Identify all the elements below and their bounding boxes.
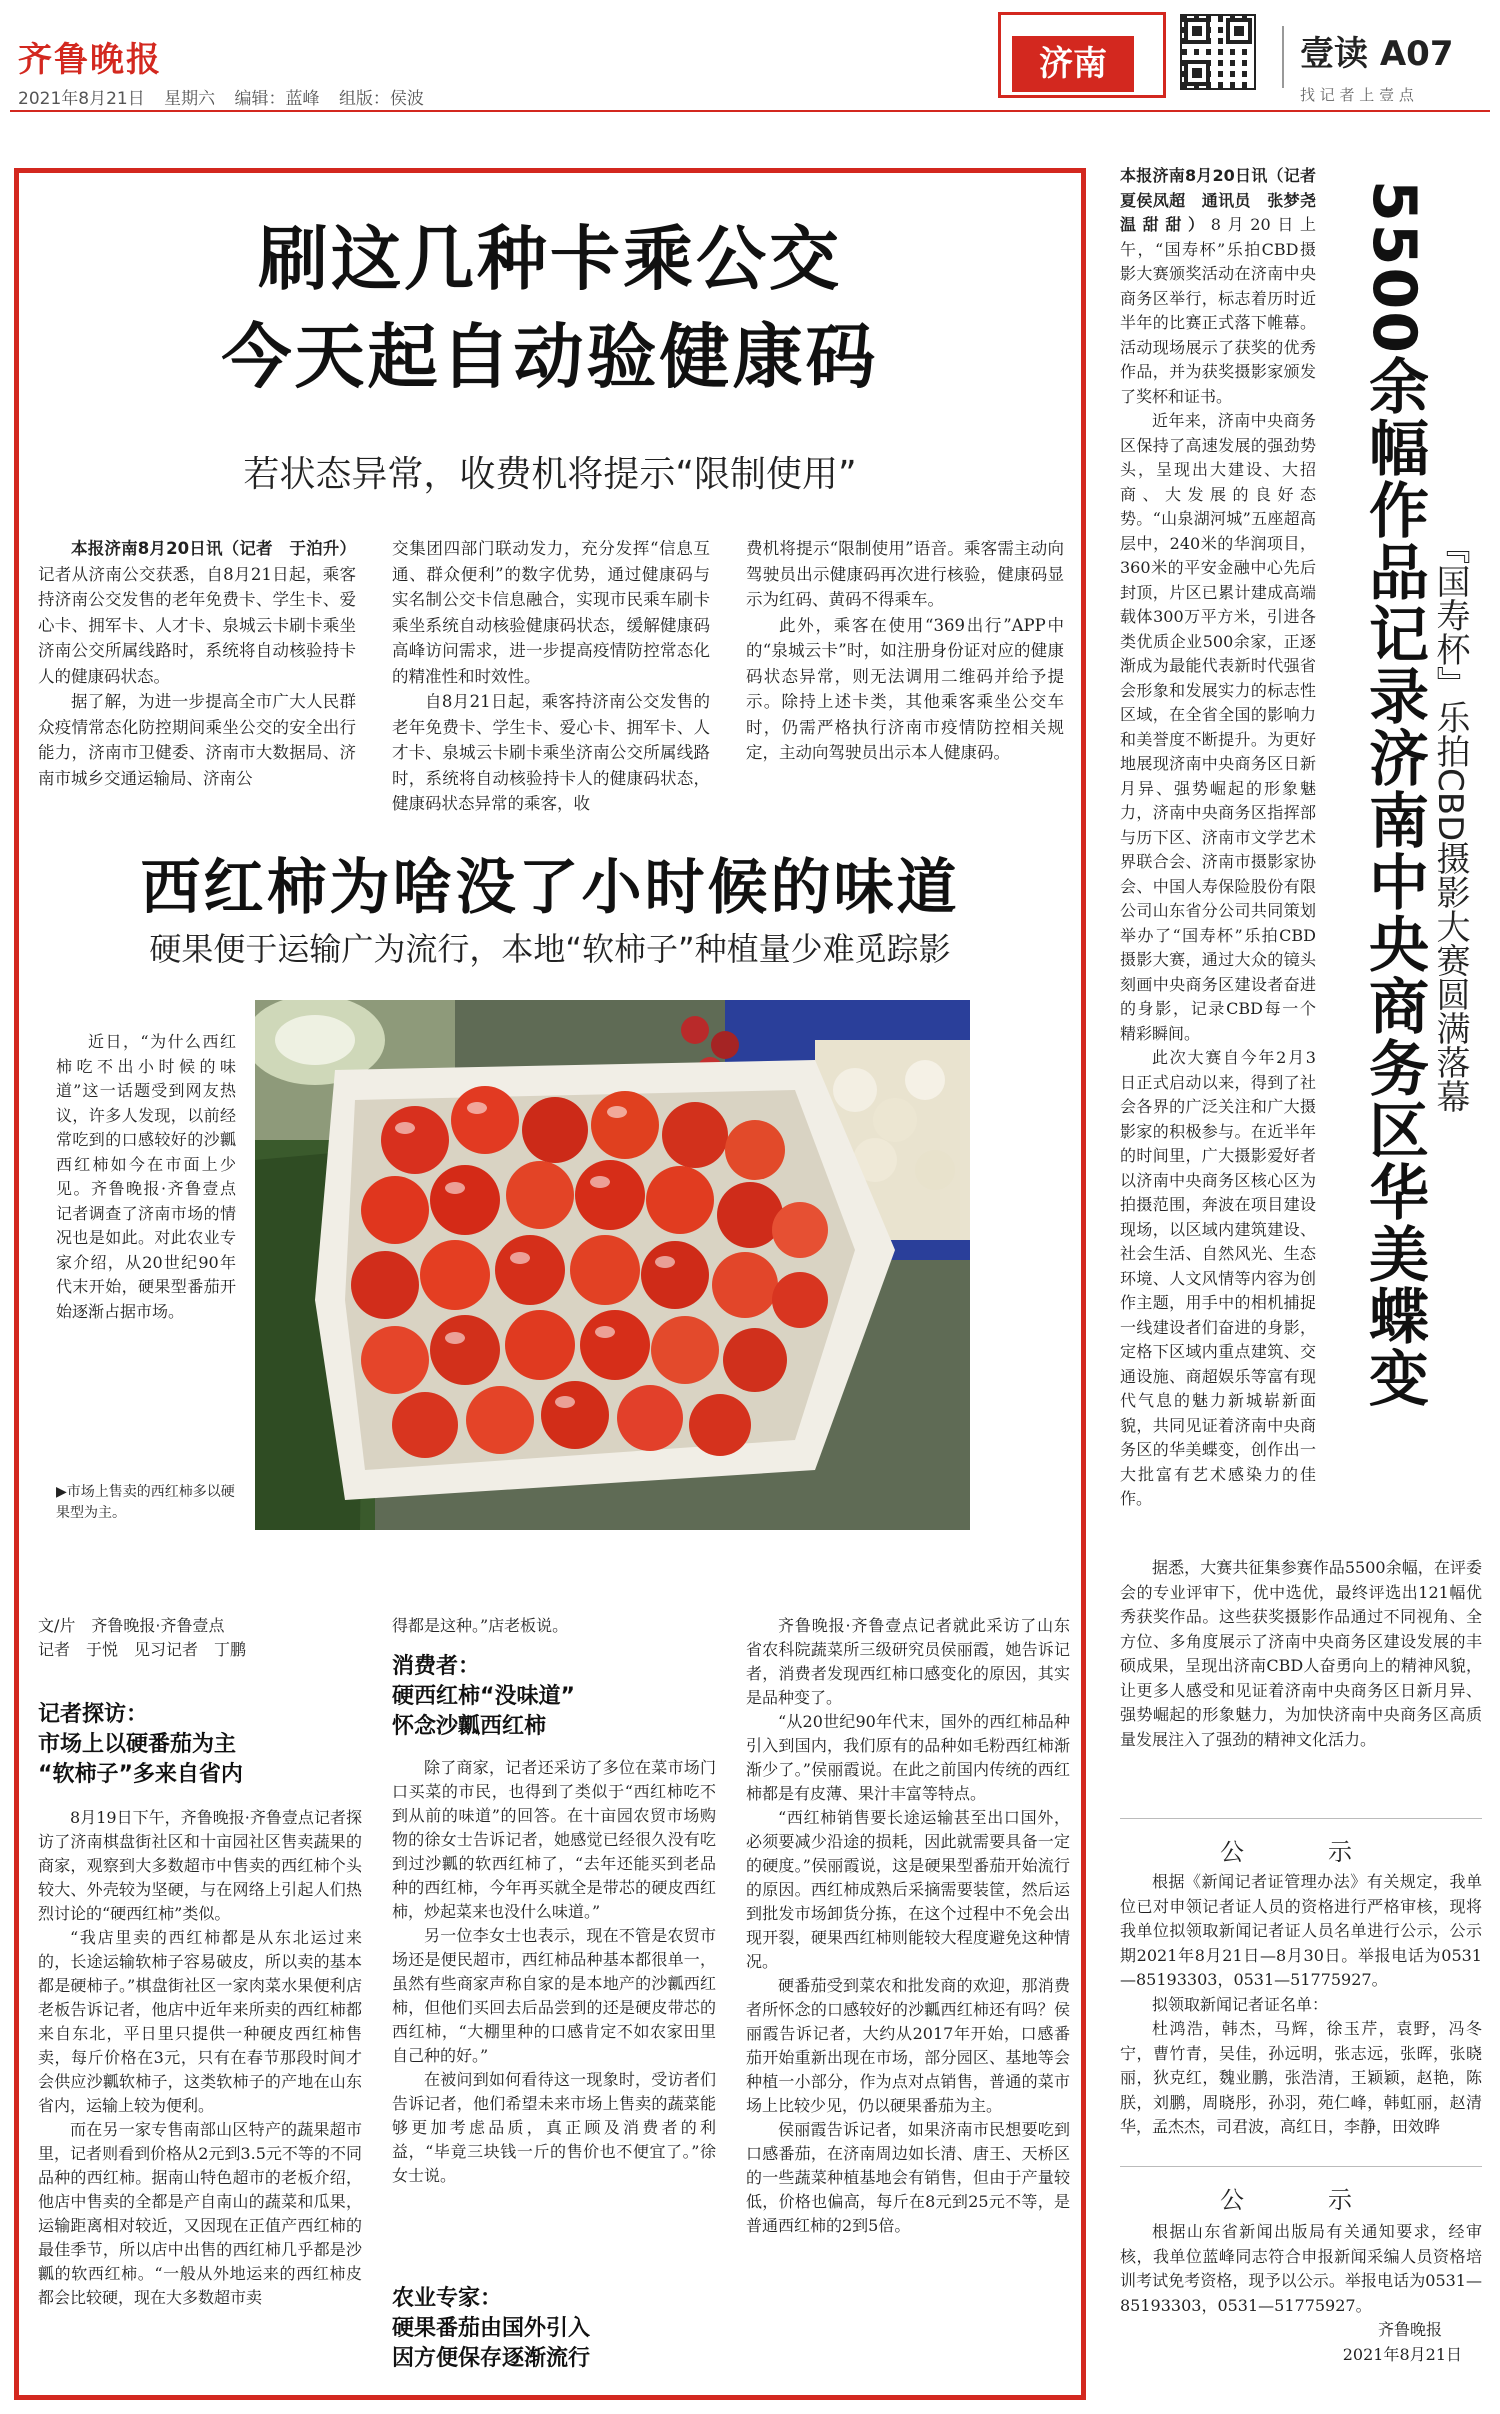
story3-column-narrow: 本报济南8月20日讯（记者 夏侯凤超 通讯员 张梦尧 温甜甜）8月20日上午，“国寿杯”乐拍CBD摄影大赛颁奖活动在济南中央商务区举行，标志着历时近半年的比赛正式落下帷幕。活动现场展示了获奖的优秀作品，并为获奖摄影家颁发了奖杯和证书。 近年来，济南中央商务区保持了高速发展的强劲势头，呈现出大建设、大招商、大发展的良好态势。“山泉湖河城”五座超高层中，240米的华润项目，360米的平安金融中心先后封顶，片区已累计建成高端载体300万平方米，引进各类优质企业500余家，正逐渐成为最能代表新时代强省会形象和发展实力的标志性区域，在全省全国的影响力和美誉度不断提升。为更好地展现济南中央商务区日新月异、强势崛起的形象魅力，济南中央商务区指挥部与历下区、济南市文学艺术界联合会、济南市摄影家协会、中国人寿保险股份有限公司山东省分公司共同策划举办了“国寿杯”乐拍CBD摄影大赛，通过大众的镜头刻画中央商务区建设者奋进的身影，记录CBD每一个精彩瞬间。 此次大赛自今年2月3日正式启动以来，得到了社会各界的广泛关注和广大摄影家的积极参与。在近半年的时间里，广大摄影爱好者以济南中央商务区核心区为拍摄范围，奔波在项目建设现场，以区域内建筑建设、社会生活、自然风光、生态环境、人文风情等内容为创作主题，用手中的相机捕捉一线建设者们奋进的身影，定格下区域内重点建筑、交通设施、商超娱乐等富有现代气息的魅力新城崭新面貌，共同见证着济南中央商务区的华美蝶变，创作出一大批富有艺术感染力的佳作。 bbox=[1120, 166, 1333, 1508]
divider bbox=[1282, 26, 1284, 88]
divider bbox=[1120, 1818, 1482, 1819]
qr-code-icon bbox=[1180, 14, 1256, 90]
story2-section1-heading: 记者探访： 市场上以硬番茄为主 “软柿子”多来自省内 bbox=[38, 1702, 243, 1787]
tomato-photo-illustration bbox=[255, 1000, 970, 1530]
notice1-title: 公 示 bbox=[1220, 1838, 1382, 1866]
story1-headline: 刷这几种卡乘公交 今天起自动验健康码 bbox=[221, 218, 879, 398]
story2-column-b: 得都是这种。”店老板说。 bbox=[392, 1616, 569, 1635]
divider bbox=[1120, 2166, 1482, 2167]
layout-editor: 组版：侯波 bbox=[338, 89, 424, 109]
story2-headline: 西红柿为啥没了小时候的味道 bbox=[140, 853, 960, 923]
newspaper-logo: 齐鲁晚报 bbox=[18, 40, 162, 80]
page-subtitle: 找 记 者 上 壹 点 bbox=[1300, 86, 1414, 104]
notice1-body: 根据《新闻记者证管理办法》有关规定，我单位已对申领记者证人员的资格进行严格审核，现将我单位拟领取新闻记者证人员名单进行公示，公示期2021年8月21日—8月30日。举报电话为0531—85193303，0531—51775927。 拟领取新闻记者证名单： 杜鸿浩，韩杰，马辉，徐玉芹，袁野，冯冬宁，曹竹青，吴佳，孙远明，张志远，张晖，张晓丽，狄克红，魏业鹏，张浩清，王颖颖，赵艳，陈朕，刘鹏，周晓彤，孙羽，苑仁峰，韩虹丽，赵清华，孟杰杰，司君波，高红日，李静，田效晔 bbox=[1120, 1872, 1482, 2136]
story2-column-b-body: 除了商家，记者还采访了多位在菜市场门口买菜的市民，也得到了类似于“西红柿吃不到从前的味道”的回答。在十亩园农贸市场购物的徐女士告诉记者，她感觉已经很久没有吃到过沙瓤的软西红柿了，“去年还能买到老品种的西红柿，今年再买就全是带芯的硬皮西红柿，炒起菜来也没什么味道。” 另一位李女士也表示，现在不管是农贸市场还是便民超市，西红柿品种基本都很单一，虽然有些商家声称自家的是本地产的沙瓤西红柿，但他们买回去后品尝到的还是硬皮带芯的西红柿，“大棚里种的口感肯定不如农家田里自己种的好。” 在被问到如何看待这一现象时，受访者们告诉记者，他们希望未来市场上售卖的蔬菜能够更加考虑品质，真正顾及消费者的利益，“毕竟三块钱一斤的售价也不便宜了。”徐女士说。 bbox=[392, 1758, 716, 2185]
story2-section3-heading: 农业专家： 硬果番茄由国外引入 因方便保存逐渐流行 bbox=[392, 2286, 591, 2371]
issue-date: 2021年8月21日 bbox=[18, 89, 145, 109]
story2-section2-heading: 消费者： 硬西红柿“没味道” 怀念沙瓤西红柿 bbox=[392, 1654, 575, 1739]
notice2-body: 根据山东省新闻出版局有关通知要求，经审核，我单位蓝峰同志符合申报新闻采编人员资格培训考试免考资格，现予以公示。举报电话为0531—85193303，0531—51775927。 齐鲁晚报 2021年8月21日 bbox=[1120, 2222, 1482, 2364]
photo-caption: ▶市场上售卖的西红柿多以硬果型为主。 bbox=[56, 1484, 235, 1521]
story2-subtitle: 硬果便于运输广为流行，本地“软柿子”种植量少难觅踪影 bbox=[149, 930, 951, 968]
tomato-photo bbox=[255, 1000, 970, 1530]
story2-intro: 近日，“为什么西红柿吃不出小时候的味道”这一话题受到网友热议，许多人发现，以前经常吃到的口感较好的沙瓤西红柿如今在市面上少见。齐鲁晚报·齐鲁壹点记者调查了济南市场的情况也是如此。对此农业专家介绍，从20世纪90年代末开始，硬果型番茄开始逐渐占据市场。 bbox=[56, 1032, 236, 1321]
editor: 编辑：蓝峰 bbox=[234, 89, 320, 109]
top-rule bbox=[10, 110, 1490, 112]
page-label: 壹读 A07 bbox=[1300, 34, 1454, 74]
notice2-title: 公 示 bbox=[1220, 2186, 1382, 2214]
story1-subtitle: 若状态异常，收费机将提示“限制使用” bbox=[243, 454, 857, 495]
story3-column-wide: 据悉，大赛共征集参赛作品5500余幅，在评委会的专业评审下，优中选优，最终评选出121幅优秀获奖作品。这些获奖摄影作品通过不同视角、全方位、多角度展示了济南中央商务区建设发展的丰硕成果，呈现出济南CBD人奋勇向上的精神风貌，让更多人感受和见证着济南中央商务区日新月异、强势崛起的形象魅力，为加快济南中央商务区高质量发展注入了强劲的精神文化活力。 bbox=[1120, 1558, 1482, 1749]
story3-headline: 5500余幅作品记录济南中央商务区华美蝶变 bbox=[1359, 180, 1429, 1409]
story3-subtitle: 『国寿杯』乐拍CBD摄影大赛圆满落幕 bbox=[1430, 530, 1470, 1114]
section-tag: 济南 bbox=[1012, 36, 1134, 92]
date-line bbox=[18, 84, 438, 109]
weekday: 星期六 bbox=[164, 89, 216, 109]
story1-column-2: 交集团四部门联动发力，充分发挥“信息互通、群众便利”的数字优势，通过健康码与实名制公交卡信息融合，实现市民乘车刷卡乘坐系统自动核验健康码状态，缓解健康码高峰访问需求，进一步提高疫情防控常态化的精准性和时效性。 自8月21日起，乘客持济南公交发售的老年免费卡、学生卡、爱心卡、拥军卡、人才卡、泉城云卡刷卡乘坐济南公交所属线路时，系统将自动核验持卡人的健康码状态，健康码状态异常的乘客，收 bbox=[392, 539, 710, 813]
story1-column-1: 本报济南8月20日讯（记者 于泊升）记者从济南公交获悉，自8月21日起，乘客持济南公交发售的老年免费卡、学生卡、爱心卡、拥军卡、人才卡、泉城云卡刷卡乘坐济南公交所属线路时，系统将自动核验持卡人的健康码状态。 据了解，为进一步提高全市广大人民群众疫情常态化防控期间乘坐公交的安全出行能力，济南市卫健委、济南市大数据局、济南市城乡交通运输局、济南公 bbox=[38, 539, 356, 788]
story2-column-a: 8月19日下午，齐鲁晚报·齐鲁壹点记者探访了济南棋盘街社区和十亩园社区售卖蔬果的商家，观察到大多数超市中售卖的西红柿个头较大、外壳较为坚硬，与在网络上引起人们热烈讨论的“硬西红柿”类似。 “我店里卖的西红柿都是从东北运过来的，长途运输软柿子容易破皮，所以卖的基本都是硬柿子。”棋盘街社区一家肉菜水果便利店老板告诉记者，他店中近年来所卖的西红柿都来自东北，平日里只提供一种硬皮西红柿售卖，每斤价格在3元，只有在春节那段时间才会供应沙瓤软柿子，这类软柿子的产地在山东省内，运输上较为便利。 而在另一家专售南部山区特产的蔬果超市里，记者则看到价格从2元到3.5元不等的不同品种的西红柿。据南山特色超市的老板介绍，他店中售卖的全都是产自南山的蔬菜和瓜果，运输距离相对较近，又因现在正值产西红柿的最佳季节，所以店中出售的西红柿几乎都是沙瓤的软西红柿。“一般从外地运来的西红柿皮都会比较硬，现在大多数超市卖 bbox=[38, 1808, 362, 2307]
story1-column-3: 费机将提示“限制使用”语音。乘客需主动向驾驶员出示健康码再次进行核验，健康码显示为红码、黄码不得乘车。 此外，乘客在使用“369出行”APP中的“泉城云卡”时，如注册身份证对应的健康码状态异常，则无法调用二维码并给予提示。除持上述卡类，其他乘客乘坐公交车时，仍需严格执行济南市疫情防控相关规定，主动向驾驶员出示本人健康码。 bbox=[746, 539, 1064, 762]
story2-byline: 文/片 齐鲁晚报·齐鲁壹点 记者 于悦 见习记者 丁鹏 bbox=[38, 1616, 247, 1659]
story2-column-c: 齐鲁晚报·齐鲁壹点记者就此采访了山东省农科院蔬菜所三级研究员侯丽霞，她告诉记者，消费者发现西红柿口感变化的原因，其实是品种变了。 “从20世纪90年代末，国外的西红柿品种引入到国内，我们原有的品种如毛粉西红柿渐渐少了。”侯丽霞说。在此之前国内传统的西红柿都是有皮薄、果汁丰富等特点。 “西红柿销售要长途运输甚至出口国外，必须要减少沿途的损耗，因此就需要具备一定的硬度。”侯丽霞说，这是硬果型番茄开始流行的原因。西红柿成熟后采摘需要装筐，然后运到批发市场卸货分拣，在这个过程中不免会出现开裂，硬果西红柿则能较大程度避免这种情况。 硬番茄受到菜农和批发商的欢迎，那消费者所怀念的口感较好的沙瓤西红柿还有吗？侯丽霞告诉记者，大约从2017年开始，口感番茄开始重新出现在市场，部分园区、基地等会种植一小部分，作为点对点销售，普通的菜市场上比较少见，仍以硬果番茄为主。 侯丽霞告诉记者，如果济南市民想要吃到口感番茄，在济南周边如长清、唐王、天桥区的一些蔬菜种植基地会有销售，但由于产量较低，价格也偏高，每斤在8元到25元不等，是普通西红柿的2到5倍。 bbox=[746, 1616, 1070, 2235]
